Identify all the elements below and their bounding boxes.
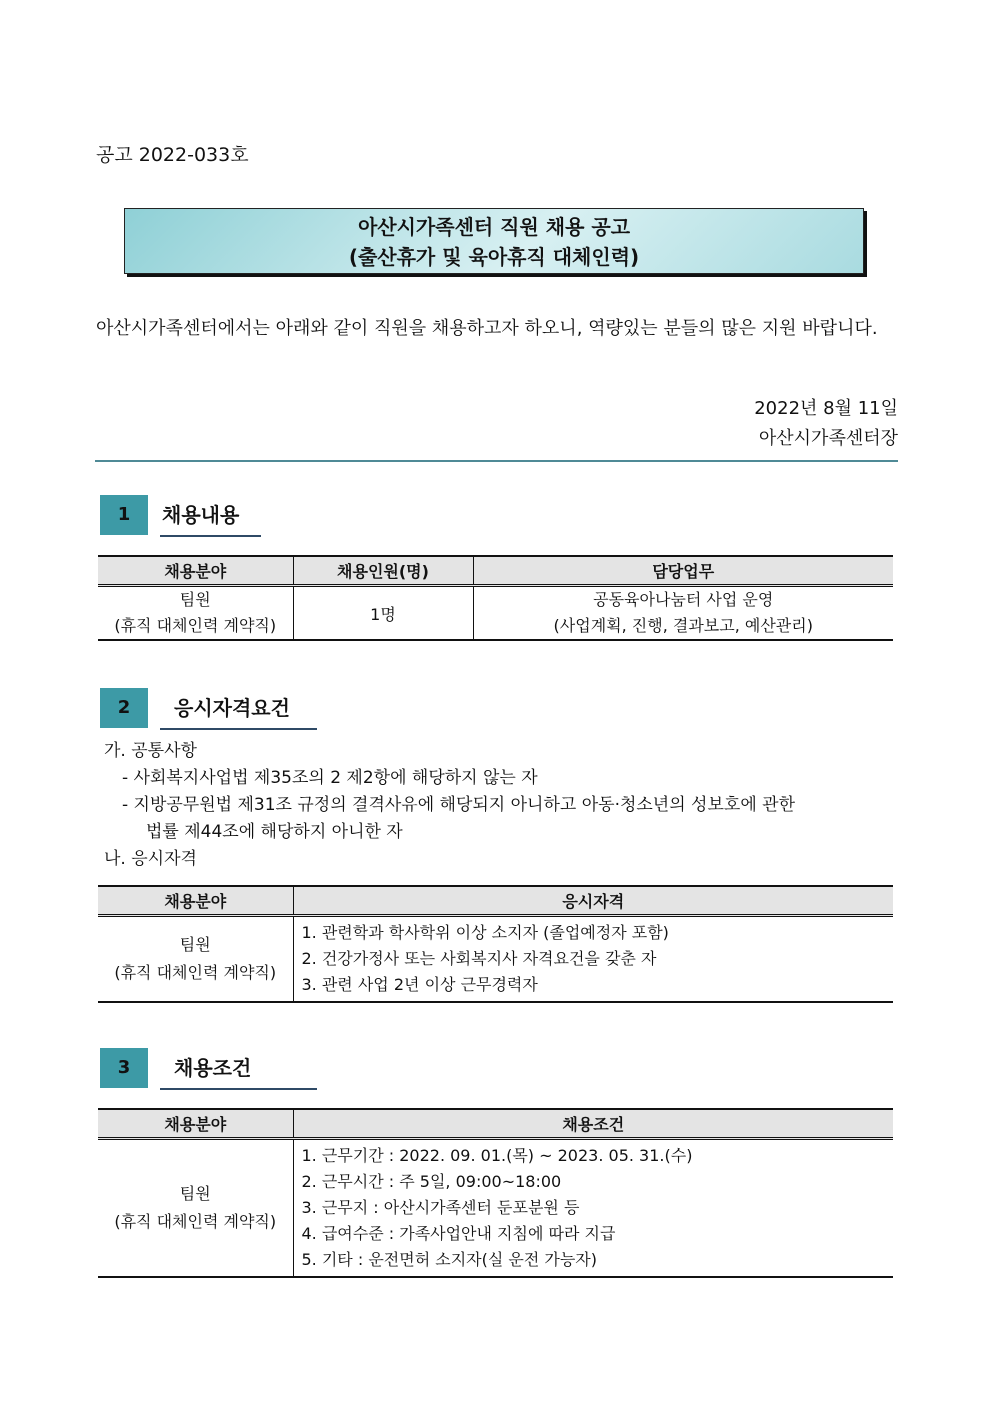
common-label: 가. 공통사항 [104,741,197,761]
field-cell [98,916,293,1002]
conditions-table [98,1108,893,1278]
common-item: - 지방공무원법 제31조 규정의 결격사유에 해당되지 아니하고 아동·청소년의 성보호에 관한 [122,795,795,815]
intro-text: 아산시가족센터에서는 아래와 같이 직원을 채용하고자 하오니, 역량있는 분들의 많은 지원 바랍니다. [96,318,878,339]
header-field: 채용분야 [98,886,293,916]
common-item: - 사회복지사업법 제35조의 2 제2항에 해당하지 않는 자 [122,768,538,788]
condition-item: 2. 근무시간 : 주 5일, 09:00~18:00 [301,1171,562,1191]
table-row [98,1139,893,1277]
qualification-item: 3. 관련 사업 2년 이상 근무경력자 [301,974,538,994]
title-line-1: 아산시가족센터 직원 채용 공고 [357,215,631,239]
table-row [98,586,893,641]
field-type: (휴직 대체인력 계약직) [114,616,277,635]
qualification-item: 1. 관련학과 학사학위 이상 소지자 (졸업예정자 포함) [301,922,669,942]
qualification-table [98,885,893,1003]
section-1-underline [160,535,261,537]
section-2-title: 응시자격요건 [174,696,290,720]
header-count: 채용인원(명) [293,556,473,586]
qual-label: 나. 응시자격 [104,849,197,869]
field-cell [98,586,293,641]
section-1-number: 1 [100,495,148,535]
title-box [124,208,864,274]
duty-cell [473,586,893,641]
qualification-cell [293,916,893,1002]
header-divider [95,460,898,462]
common-item-cont: 법률 제44조에 해당하지 아니한 자 [146,822,403,842]
issuer: 아산시가족센터장 [758,428,898,449]
field-type: (휴직 대체인력 계약직) [114,962,277,982]
field-name: 팀원 [179,1183,211,1203]
section-3-number: 3 [100,1048,148,1088]
conditions-cell [293,1139,893,1277]
header-field: 채용분야 [98,1109,293,1139]
count-cell: 1명 [293,586,473,641]
recruitment-table [98,555,893,641]
field-cell [98,1139,293,1277]
field-name: 팀원 [179,934,211,954]
section-3-underline [160,1088,317,1090]
section-3-title: 채용조건 [174,1056,252,1080]
duty-main: 공동육아나눔터 사업 운영 [593,590,774,609]
title-line-2: (출산휴가 및 육아휴직 대체인력) [348,245,640,269]
field-name: 팀원 [179,590,211,609]
section-2-number: 2 [100,688,148,728]
duty-detail: (사업계획, 진행, 결과보고, 예산관리) [553,616,813,635]
header-duty: 담당업무 [473,556,893,586]
notice-number: 공고 2022-033호 [96,144,249,166]
condition-item: 3. 근무지 : 아산시가족센터 둔포분원 등 [301,1197,580,1217]
date-block [754,394,898,454]
section-2-underline [160,728,317,730]
header-field: 채용분야 [98,556,293,586]
issue-date: 2022년 8월 11일 [754,398,898,419]
qualification-item: 2. 건강가정사 또는 사회복지사 자격요건을 갖춘 자 [301,948,657,968]
table-row [98,916,893,1002]
condition-item: 5. 기타 : 운전면허 소지자(실 운전 가능자) [301,1249,597,1269]
eligibility-list [104,738,898,873]
field-type: (휴직 대체인력 계약직) [114,1211,277,1231]
section-1-title: 채용내용 [162,503,240,527]
condition-item: 1. 근무기간 : 2022. 09. 01.(목) ~ 2023. 05. 31.(수) [301,1145,693,1165]
header-conditions: 채용조건 [293,1109,893,1139]
condition-item: 4. 급여수준 : 가족사업안내 지침에 따라 지급 [301,1223,616,1243]
header-qualification: 응시자격 [293,886,893,916]
